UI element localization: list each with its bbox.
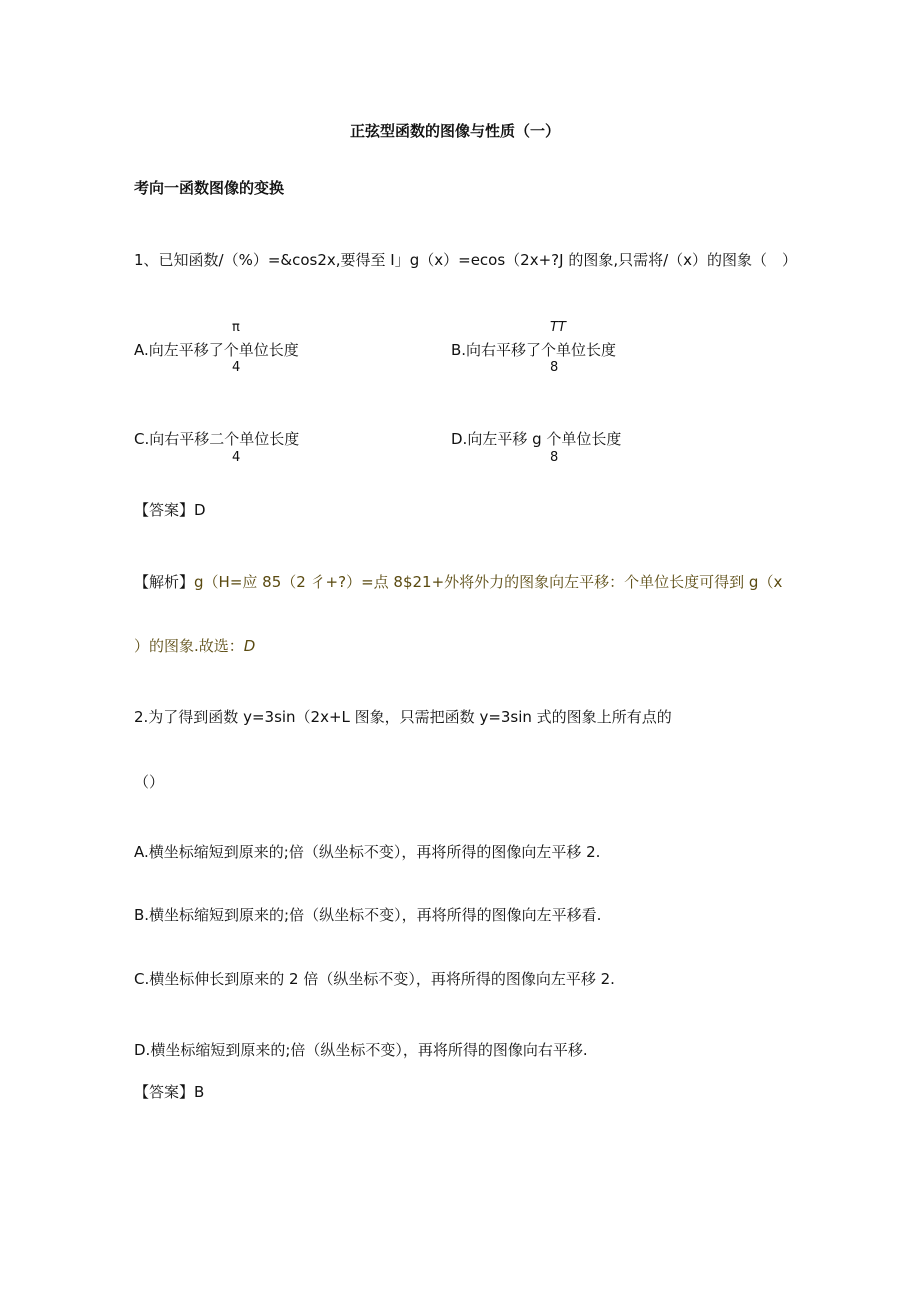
q2-stem: 2.为了得到函数 y=3sin（2x+L 图象，只需把函数 y=3sin 式的图象上所有点的: [134, 708, 672, 726]
section-heading: 考向一函数图像的变换: [134, 179, 285, 197]
q1-optC-denominator: 4: [232, 450, 241, 465]
page-title: 正弦型函数的图像与性质（一）: [350, 122, 561, 140]
q1-stem: 1、已知函数/（%）=&cos2x,要得至 I」g（x）=ecos（2x+?J 的图象,只需将/（x）的图象（ ）: [134, 251, 798, 269]
analysis-label: 【解析】: [134, 573, 195, 591]
q1-option-a: A.向左平移了个单位长度: [134, 341, 299, 359]
q1-optB-numerator: TT: [550, 320, 566, 335]
q1-option-d: D.向左平移 g 个单位长度: [451, 430, 622, 448]
q1-optB-denominator: 8: [550, 360, 559, 375]
q1-answer: 【答案】D: [134, 501, 206, 519]
q2-answer: 【答案】B: [134, 1083, 205, 1101]
q1-optA-numerator: π: [232, 320, 240, 335]
q1-optA-denominator: 4: [232, 360, 241, 375]
q1-option-b: B.向右平移了个单位长度: [451, 341, 617, 359]
q1-analysis-line1: [134, 575, 782, 590]
q2-option-d: D.横坐标缩短到原来的;倍（纵坐标不变），再将所得的图像向右平移.: [134, 1041, 588, 1059]
analysis-text-2: ）的图象.故选：: [134, 637, 244, 655]
q2-paren: （）: [134, 773, 165, 791]
q2-option-c: C.横坐标伸长到原来的 2 倍（纵坐标不变），再将所得的图像向左平移 2.: [134, 970, 615, 988]
q2-option-a: A.横坐标缩短到原来的;倍（纵坐标不变），再将所得的图像向左平移 2.: [134, 843, 601, 861]
q2-option-b: B.横坐标缩短到原来的;倍（纵坐标不变），再将所得的图像向左平移看.: [134, 906, 602, 924]
q1-option-c: C.向右平移二个单位长度: [134, 430, 300, 448]
q1-optD-denominator: 8: [550, 450, 559, 465]
q1-analysis-line2: [134, 639, 255, 654]
analysis-choice: D: [243, 637, 256, 655]
analysis-text: g（H=应 85（2 彳+?）=点 8$21+外将外力的图象向左平移：个单位长度可得到 g（x: [194, 573, 783, 591]
